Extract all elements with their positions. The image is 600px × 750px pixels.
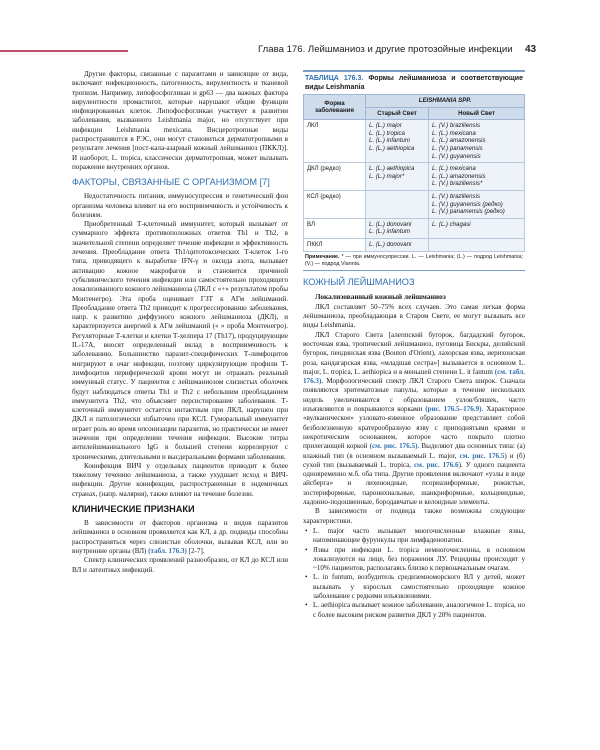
list-item: • L. major часто вызывает многочисленные влажные язвы, напоминающие фурункулы при лимфаденопатии. [303, 527, 525, 546]
list-item: • Язвы при инфекции L. tropica немногочисленны, в основном локализуются на лице, без поражения ЛУ. Рецидивы происходят у ~10% пациентов, располагаясь близко к первоначальным очагам. [303, 546, 525, 574]
table-reference-link[interactable]: (табл. 176.3) [148, 546, 187, 555]
right-column [303, 70, 525, 620]
table-cell-old-world [366, 163, 429, 191]
paragraph: Коинфекция ВИЧ у отдельных пациентов приводит к более тяжелому течению лейшманиоза, а также ухудшает исход и ВИЧ-инфекции. Другие коинфекции, распространенные в эндемичных странах, (напр. малярия), также влияют на течение болезни. [72, 461, 288, 498]
table-row [304, 238, 525, 251]
table-row [304, 163, 525, 191]
table-row [304, 120, 525, 163]
paragraph: ЛКЛ составляет 50–75% всех случаев. Это самая легкая форма лейшманиоза, преобладающая в Старом Свете, ее могут вызывать все виды Leishmania. [303, 302, 525, 330]
reference-link[interactable]: [7] [259, 177, 270, 188]
section-heading-host-factors: ФАКТОРЫ, СВЯЗАННЫЕ С ОРГАНИЗМОМ [7] [72, 177, 270, 188]
paragraph: Недостаточность питания, иммуносупрессия и генетический фон организма человека влияют на его восприимчивость и устойчивость к болезням. [72, 192, 288, 219]
table-header-group: LEISHMANIA SPP. [366, 95, 525, 108]
leishmania-forms-table [303, 94, 525, 252]
species-name: L. (L.) aethiopica [369, 165, 415, 173]
chapter-title: Глава 176. Лейшманиоз и другие протозойные инфекции [258, 44, 513, 55]
figure-reference-link[interactable]: см. рис. 176.6 [413, 460, 459, 469]
species-name: L. (V.) braziliensis* [432, 180, 483, 188]
paragraph: Приобретенный Т-клеточный иммунитет, который вызывает от суммарного эффекта противоположных ответов Th1 и Th2, в значительной степени определяет течение инфекции и эффективность лечения. Преобладание ответа Th1/цитотоксических Т-клеток 1-го типа, приводящего к выработке IFN-γ и оксида азота, вызывает активацию кожное макрофагов и становится причиной субклинического течения инфекции или самостоятельно проходящего локализованного кожного лейшманиоза (ЛКЛ с «+» результатом пробы Монтенегро). Эта проба оценивает ГЗТ к АГм лейшманий. Преобладание ответа Th2 приводит к прогрессированию заболевания, напр. к развитию диффузного кожного лейшманиоза (ДКЛ), и характеризуется анергией к АГм лейшманий (« » проба Монтенегро). Регуляторные Т-клетки и клетки Т-хелпера 17 (Th17), продуцирующие IL-17A, вносят определенный вклад в восприимчивость к заболеванию. Большинство паразит-специфических Т-лимфоцитов мигрируют в очаг инфекции, поэтому циркулирующие профили Т-лимфоцитов периферической крови могут не отражать реальный иммунный статус. У пациентов с лейшманиозом слизистых оболочек будут наблюдаться ответы Th1 и Th2 с небольшим преобладанием иммунитета Th2, что объясняет персистирование заболевания. Т-клеточный иммунитет остается интактным при ЛКЛ, нарушен при ДКЛ и патологически избыточен при КСЛ. Гуморальный иммунитет играет роль во время опсонизации паразитов, но практически не имеет значения при определении течения инфекции. Высокие титры антилейшманиального IgG в большей степени коррелируют с хроническими, длительными и высдеральными формами заболевания. [72, 220, 288, 461]
species-name: L. (V.) braziliensis [432, 192, 480, 200]
table-caption: ТАБЛИЦА 176.3. Формы лейшманиоза и соответствующие виды Leishmania [303, 70, 525, 94]
table-cell-new-world [429, 190, 525, 218]
header-accent-line [0, 50, 128, 52]
bullet-list [303, 527, 525, 620]
species-name: L. (V.) panamensis [432, 144, 483, 152]
species-name: L. (L.) aethiopica [369, 144, 415, 152]
table-cell-form: ДКЛ (редко) [304, 163, 366, 191]
table-cell-form: ВЛ [304, 218, 366, 238]
species-name: L. (V.) braziliensis [432, 122, 480, 130]
species-name: L. (V.) guyanensis [432, 152, 481, 160]
table-header-form: Форма заболевания [304, 95, 366, 120]
table-row [304, 190, 525, 218]
table-body [304, 120, 525, 251]
table-cell-form: КСЛ (редко) [304, 190, 366, 218]
section-heading-clinical: КЛИНИЧЕСКИЕ ПРИЗНАКИ [72, 504, 195, 515]
species-name: L. (L.) mexicana [432, 129, 476, 137]
table-176-3 [303, 70, 525, 271]
figure-reference-link[interactable]: см. рис. 176.5 [459, 451, 505, 460]
species-name: L. (L.) chagasi [432, 220, 471, 228]
table-cell-new-world [429, 238, 525, 251]
paragraph: ЛКЛ Старого Света [алеппский бугорок, багдадский бугорок, восточная язва, тропический лейшманиоз, пуговица Бискры, делийский бугорок, пендинская язва (Bouton d'Orient), лахорская язва, иерихонская роза, кандагарская язва, «младшая сестра»] вызывается в основном L. major, L. tropica, L. aethiopica и в меньшей степени L. it fantum (см. табл. 176.3). Морфологический спектр ЛКЛ Старого Света широк. Сначала появляются эритематозные папулы, которые в течение нескольких недель увеличиваются с образованием узлов/бляшек, часто изъязвляются и покрываются корками (рис. 176.5–176.9). Характерное «вулканическое» узловато-язвенное образование представляет собой безболезненную кратерообразную язву с приподнятыми краями и некротическим основанием, которое часто покрыто плотно прилегающей коркой (см. рис. 176.5). Выделяют два основных типа: (а) влажный тип (в основном вызываемый L. major, см. рис. 176.5) и (б) сухой тип (вызываемый L. tropica, см. рис. 176.6). У одного пациента одновременно м.б. оба типа. Другие проявления включают «узлы в виде айсберга» и лихеноидные, псориазиформные, рожистые, зостериформные, паронихиальные, шанкриформные, кольцевидные, ладонно-подошвенные, бородавчатые и келоидные элементы. [303, 330, 526, 507]
table-cell-old-world [366, 238, 429, 251]
table-row [304, 218, 525, 238]
table-header-new-world: Новый Свет [429, 107, 525, 120]
table-cell-old-world [366, 120, 429, 163]
species-name: L. (L.) infantum [369, 137, 410, 145]
table-cell-old-world [366, 218, 429, 238]
table-cell-new-world [429, 218, 525, 238]
paragraph: В зависимости от подвида также возможны следующие характеристики. [303, 507, 525, 525]
table-cell-form: ЛКЛ [304, 120, 366, 163]
species-name: L. (L.) donovani [369, 240, 412, 248]
paragraph: Другие факторы, связанные с паразитами и зависящие от вида, включают инфекционность, патогенность, вирулентность и тканевой тропизм. Например, липофосфогликан и gp63 — два важных фактора вирулентности промастигот, которые нарушают общие функции инфицированных клеток. Липофосфогликан участвует в развитии заболевания, вызванного Leishmania major, но отсутствует при инфекции Leishmania mexicana. Висцеротропные виды распространяются в РЭС, они могут становиться дерматотропными в результате лечения [пост-кала-азарный кожный лейшманиоз (ПККЛ)]. И наоборот, L. tropica, классически дерматотропная, может вызывать поражение внутренних органов. [72, 70, 288, 171]
species-name: L. (L.) major* [369, 172, 405, 180]
table-cell-form: ПККЛ [304, 238, 366, 251]
species-name: L. (L.) mexicana [432, 165, 476, 173]
subsection-heading: Локализованный кожный лейшманиоз [315, 291, 446, 301]
species-name: L. (L.) infantum [369, 228, 410, 236]
figure-reference-link[interactable]: (см. рис. 176.5) [369, 442, 418, 451]
species-name: L. (V.) guyanensis (редко) [432, 200, 503, 208]
species-name: L. (L.) tropica [369, 129, 405, 137]
table-cell-old-world [366, 190, 429, 218]
table-cell-new-world [429, 163, 525, 191]
species-name: L. (V.) panamensis (редко) [432, 208, 505, 216]
table-header-old-world: Старый Свет [366, 107, 429, 120]
species-name: L. (L.) amazonensis [432, 172, 486, 180]
figure-reference-link[interactable]: (рис. 176.5–176.9) [425, 405, 482, 414]
species-name: L. (L.) donovani [369, 220, 412, 228]
paragraph: В зависимости от факторов организма и видов паразитов лейшманиоз в основном проявляется как КЛ, а др. подвиды способны распространяться через слизистые оболочки, вызывая КСЛ, или во внутренние органы (ВЛ) (табл. 176.3) [2-7]. [72, 519, 288, 555]
paragraph: Спектр клинических проявлений разнообразен, от КЛ до КСЛ или ВЛ и латентных инфекций. [72, 556, 288, 574]
table-reference-link[interactable]: (см. табл. 176.3) [303, 367, 526, 386]
section-heading-cutaneous: КОЖНЫЙ ЛЕЙШМАНИОЗ [303, 276, 415, 287]
table-note: Примечание. * — при иммуносупрессии. L. — Leishmania; (L.) — подрод Leishmania; (V.) — подрод Viannia. [303, 252, 525, 271]
left-column [72, 70, 288, 575]
table-cell-new-world [429, 120, 525, 163]
species-name: L. (L.) major [369, 122, 402, 130]
species-name: L. (L.) amazonensis [432, 137, 486, 145]
list-item: • L. in funtum, возбудитель средиземноморского ВЛ у детей, может вызывать у взрослых самостоятельно проходящее кожное заболевание с редкими изъязвлениями. [303, 573, 525, 601]
page-number: 43 [525, 44, 537, 55]
list-item: • L. aethiopica вызывает кожное заболевание, аналогичное L. tropica, но с более высоким риском развития ДКЛ у 20% пациентов. [303, 601, 525, 620]
